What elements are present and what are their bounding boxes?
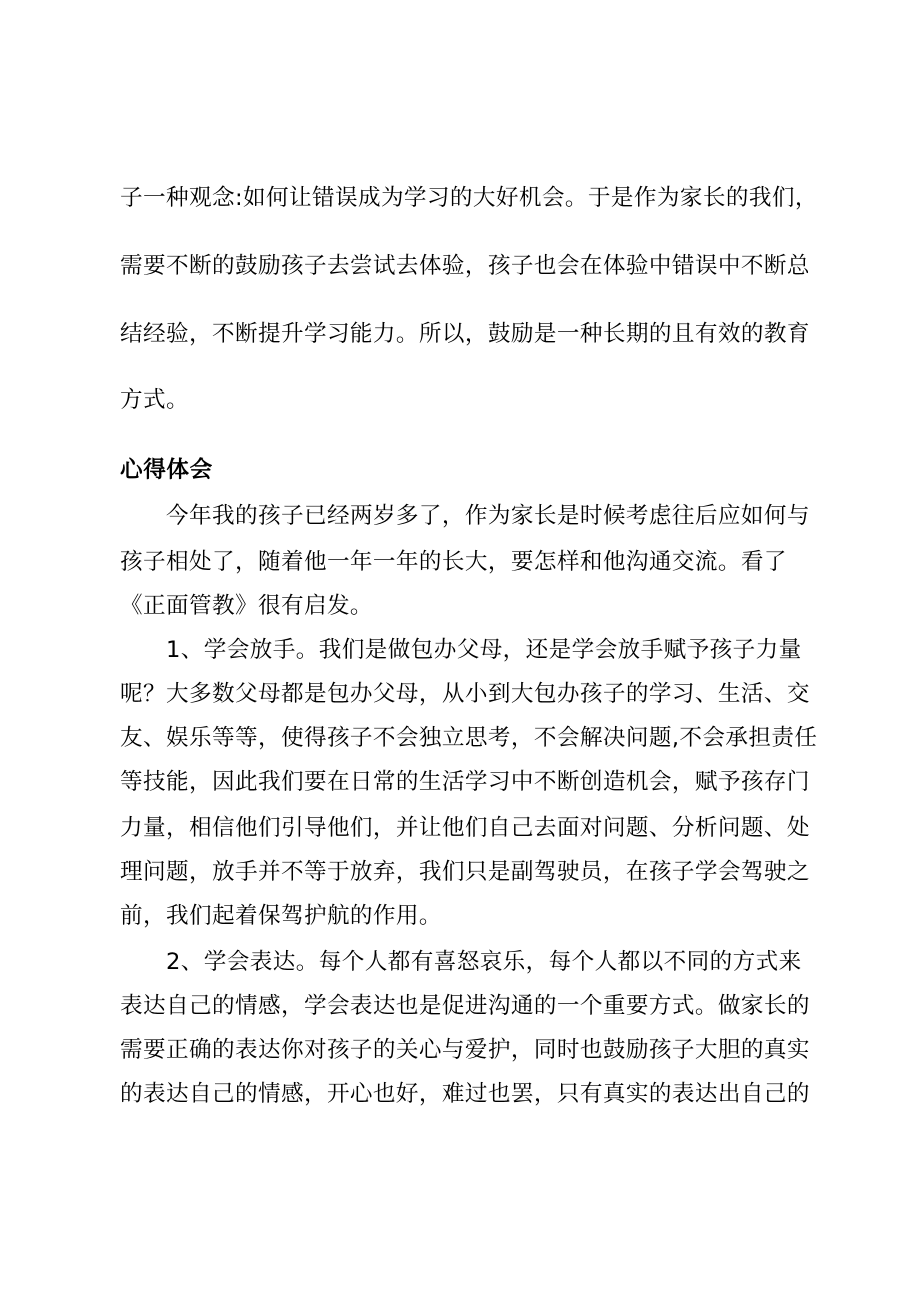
paragraph-2-line-7: 前，我们起着保驾护航的作用。 (120, 903, 442, 929)
paragraph-1-line-1: 今年我的孩子已经两岁多了，作为家长是时候考虑往后应如何与 (166, 503, 810, 529)
paragraph-1-line-3: 《正面管教》很有启发。 (120, 593, 373, 619)
paragraph-3-line-2: 表达自己的情感，学会表达也是促进沟通的一个重要方式。做家长的 (120, 993, 810, 1019)
paragraph-3-line-4: 的表达自己的情感，开心也好，难过也罢，只有真实的表达出自己的 (120, 1081, 810, 1107)
paragraph-2-line-2: 呢？大多数父母都是包办父母，从小到大包办孩子的学习、生活、交 (120, 681, 810, 707)
paragraph-2-line-4: 等技能，因此我们要在日常的生活学习中不断创造机会，赋予孩存门 (120, 769, 810, 795)
paragraph-2-line-6: 理问题，放手并不等于放弃，我们只是副驾驶员，在孩子学会驾驶之 (120, 859, 810, 885)
paragraph-3-line-3: 需要正确的表达你对孩子的关心与爱护，同时也鼓励孩子大胆的真实 (120, 1037, 810, 1063)
intro-line-1: 子一种观念:如何让错误成为学习的大好机会。于是作为家长的我们， (120, 185, 818, 211)
paragraph-1-line-2: 孩子相处了，随着他一年一年的长大，要怎样和他沟通交流。看了 (120, 549, 787, 575)
section-heading: 心得体会 (120, 457, 213, 483)
paragraph-3-line-1: 2、学会表达。每个人都有喜怒哀乐，每个人都以不同的方式来 (166, 949, 802, 975)
paragraph-2-line-3: 友、娱乐等等，使得孩子不会独立思考，不会解决问题,不会承担责任 (120, 725, 818, 751)
paragraph-2-line-5: 力量，相信他们引导他们，并让他们自己去面对问题、分析问题、处 (120, 815, 810, 841)
intro-line-2: 需要不断的鼓励孩子去尝试去体验，孩子也会在体验中错误中不断总 (120, 253, 810, 279)
intro-line-3: 结经验，不断提升学习能力。所以，鼓励是一种长期的且有效的教育 (120, 321, 810, 347)
paragraph-2-line-1: 1、学会放手。我们是做包办父母，还是学会放手赋予孩子力量 (166, 637, 802, 663)
intro-line-4: 方式。 (120, 387, 189, 413)
